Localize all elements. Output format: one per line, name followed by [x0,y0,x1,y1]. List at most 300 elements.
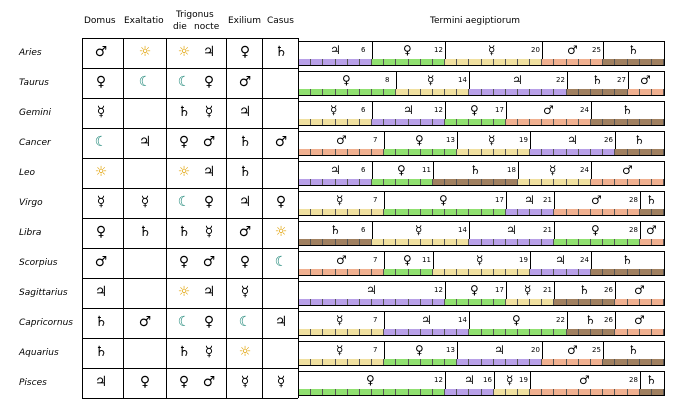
term-planet: ♄ [579,283,590,297]
degree-cell [615,89,628,95]
degree-cell [469,59,482,65]
degree-cell [457,299,469,305]
degree-cell [518,59,530,65]
degree-cell [579,329,591,335]
planet-exaltatio: ♃ [138,134,152,150]
degree-cell [542,359,554,365]
degree-cell [579,269,591,275]
planet-tri_nocte: ♂ [202,134,216,150]
degree-cell [311,179,323,185]
degree-cell [348,359,360,365]
degree-cell [518,89,530,95]
degree-cell [591,389,603,395]
term-end-degree: 28 [629,226,638,234]
planet-exilium: ♀ [239,44,251,60]
term-bar [372,179,433,185]
degree-cell [567,89,579,95]
degree-cell [494,119,506,125]
degree-cell [299,299,311,305]
grid-line [82,158,298,159]
term-bar [518,179,591,185]
degree-cell [396,209,409,215]
term-end-degree: 6 [361,46,366,54]
degree-cell [652,209,664,215]
degree-cell [603,389,615,395]
degree-cell [603,209,615,215]
degree-cell [299,179,311,185]
grid-line [82,248,298,249]
degree-cell [360,389,372,395]
degree-cell [299,389,311,395]
degree-cell [652,89,664,95]
degree-cell [603,59,615,65]
degree-cell [445,179,457,185]
degree-cell [409,359,421,365]
term-end-degree: 11 [422,166,431,174]
term-bar [530,269,591,275]
degree-cell [518,329,530,335]
degree-cell [360,299,372,305]
sign-name: Leo [19,168,36,178]
term-bar [640,389,664,395]
term-bar [457,359,542,365]
planet-domus: ♀ [95,224,107,240]
degree-cell [469,359,482,365]
degree-cell [554,59,567,65]
degree-cell [518,359,530,365]
degree-cell [421,359,433,365]
term-bar [591,179,664,185]
degree-cell [421,209,433,215]
degree-cell [409,299,421,305]
term-end-degree: 6 [361,226,366,234]
term-bar [530,149,615,155]
degree-cell [469,389,482,395]
planet-tri_nocte: ♃ [202,284,216,300]
degree-cell [384,239,396,245]
degree-cell [603,299,615,305]
degree-cell [372,149,384,155]
sign-name: Capricornus [19,318,73,328]
degree-cell [421,389,433,395]
term-bar [445,59,542,65]
term-bar [615,299,664,305]
degree-cell [384,359,396,365]
degree-cell [494,89,506,95]
degree-cell [615,299,628,305]
degree-cell [554,239,567,245]
planet-tri_die: ♀ [178,254,190,270]
degree-cell [336,149,348,155]
degree-cell [591,359,603,365]
degree-cell [421,59,433,65]
degree-cell [591,149,603,155]
degree-cell [530,359,542,365]
term-planet: ♀ [342,73,351,87]
term-bar [384,209,506,215]
degree-cell [591,299,603,305]
degree-cell [518,299,530,305]
termini-row [298,131,665,156]
degree-cell [482,179,494,185]
degree-cell [348,299,360,305]
degree-cell [421,269,433,275]
degree-cell [409,239,421,245]
degree-cell [567,359,579,365]
degree-cell [518,209,530,215]
term-bar [506,209,554,215]
degree-cell [494,239,506,245]
degree-cell [433,179,445,185]
degree-cell [396,149,409,155]
grid-line [82,38,298,39]
term-planet: ☿ [476,253,484,267]
degree-cell [591,269,603,275]
degree-cell [396,299,409,305]
degree-cell [542,329,554,335]
termini-row [298,281,665,306]
degree-cell [445,359,457,365]
term-planet: ♄ [585,313,596,327]
degree-cell [433,59,445,65]
term-end-degree: 26 [604,316,613,324]
degree-cell [348,179,360,185]
term-planet: ☿ [506,373,514,387]
degree-cell [640,359,652,365]
term-end-degree: 18 [507,166,516,174]
grid-line [82,98,298,99]
term-bar [384,269,433,275]
degree-cell [579,59,591,65]
degree-cell [494,179,506,185]
termini-row [298,221,665,246]
degree-cell [396,239,409,245]
degree-cell [384,269,396,275]
degree-cell [506,149,518,155]
planet-exilium: ♀ [239,254,251,270]
degree-cell [579,239,591,245]
term-planet: ☿ [488,133,496,147]
term-planet: ♃ [512,73,523,87]
degree-cell [396,119,409,125]
degree-cell [457,119,469,125]
degree-cell [615,359,628,365]
term-planet: ♀ [366,373,375,387]
degree-cell [348,329,360,335]
degree-cell [652,329,664,335]
term-planet: ♃ [494,343,505,357]
degree-cell [445,389,457,395]
degree-cell [421,149,433,155]
degree-cell [628,59,640,65]
degree-cell [579,179,591,185]
degree-cell [652,239,664,245]
degree-cell [628,389,640,395]
term-bar [457,149,530,155]
term-planet: ♃ [567,133,578,147]
degree-cell [567,149,579,155]
term-end-degree: 6 [361,106,366,114]
degree-cell [494,269,506,275]
degree-cell [518,269,530,275]
degree-cell [542,239,554,245]
term-bar [299,389,445,395]
degree-cell [384,299,396,305]
degree-cell [372,179,384,185]
term-planet: ♀ [439,193,448,207]
degree-cell [603,89,615,95]
degree-cell [567,119,579,125]
degree-cell [372,299,384,305]
degree-cell [615,269,628,275]
term-end-degree: 21 [543,196,552,204]
term-planet: ♄ [628,43,639,57]
planet-tri_die: ☾ [177,194,191,210]
degree-cell [457,89,469,95]
degree-cell [299,59,311,65]
degree-cell [494,149,506,155]
degree-cell [348,149,360,155]
term-end-degree: 16 [483,376,492,384]
degree-cell [299,149,311,155]
term-bar [615,149,664,155]
degree-cell [628,299,640,305]
term-end-degree: 12 [434,106,443,114]
degree-cell [506,59,518,65]
degree-cell [336,209,348,215]
degree-cell [311,89,323,95]
term-planet: ♂ [567,343,578,357]
term-bar [506,299,554,305]
term-planet: ♃ [524,193,535,207]
degree-cell [372,359,384,365]
termini-row [298,161,665,186]
degree-cell [409,89,421,95]
degree-cell [469,329,482,335]
term-planet: ♃ [330,163,341,177]
degree-cell [554,299,567,305]
degree-cell [323,179,336,185]
degree-cell [640,59,652,65]
degree-cell [348,389,360,395]
degree-cell [445,149,457,155]
degree-cell [579,209,591,215]
degree-cell [323,149,336,155]
degree-cell [506,329,518,335]
degree-cell [591,179,603,185]
degree-cell [457,359,469,365]
degree-cell [579,389,591,395]
term-planet: ☿ [488,43,496,57]
degree-cell [615,389,628,395]
degree-cell [445,299,457,305]
degree-cell [348,269,360,275]
degree-cell [457,179,469,185]
degree-cell [372,389,384,395]
degree-cell [494,59,506,65]
degree-cell [433,329,445,335]
degree-cell [615,239,628,245]
degree-cell [554,389,567,395]
term-end-degree: 20 [531,346,540,354]
degree-cell [433,89,445,95]
degree-cell [469,89,482,95]
degree-cell [640,89,652,95]
term-bar [384,359,457,365]
degree-cell [396,329,409,335]
degree-cell [311,239,323,245]
degree-cell [554,149,567,155]
degree-cell [323,389,336,395]
degree-cell [457,329,469,335]
degree-cell [311,209,323,215]
term-bar [554,209,640,215]
degree-cell [323,299,336,305]
sign-name: Aries [19,48,42,58]
grid-line [82,278,298,279]
term-planet: ♄ [622,103,633,117]
degree-cell [433,269,445,275]
sign-name: Scorpius [19,258,58,268]
planet-tri_die: ☼ [177,284,191,300]
term-end-degree: 12 [434,376,443,384]
planet-exaltatio: ☾ [138,74,152,90]
term-planet: ♀ [591,223,600,237]
term-planet: ♄ [634,133,645,147]
degree-cell [530,389,542,395]
degree-cell [628,119,640,125]
degree-cell [554,119,567,125]
degree-cell [615,149,628,155]
term-bar [299,299,445,305]
planet-domus: ♀ [95,74,107,90]
degree-cell [652,389,664,395]
planet-tri_nocte: ☿ [204,104,214,120]
planet-exaltatio: ☿ [140,194,150,210]
degree-cell [299,359,311,365]
degree-cell [628,89,640,95]
term-planet: ♄ [592,73,603,87]
degree-cell [591,119,603,125]
degree-cell [372,239,384,245]
degree-cell [384,389,396,395]
sign-name: Libra [19,228,42,238]
term-bar [469,239,554,245]
degree-cell [506,299,518,305]
degree-cell [579,119,591,125]
term-end-degree: 12 [434,286,443,294]
degree-cell [445,119,457,125]
term-end-degree: 12 [434,46,443,54]
term-bar [384,329,469,335]
degree-cell [603,269,615,275]
degree-cell [506,359,518,365]
degree-cell [542,269,554,275]
degree-cell [567,329,579,335]
planet-casus: ☿ [276,374,286,390]
degree-cell [396,89,409,95]
planet-tri_nocte: ☿ [204,224,214,240]
degree-cell [542,89,554,95]
degree-cell [396,59,409,65]
degree-cell [311,59,323,65]
planet-domus: ♄ [94,344,108,360]
degree-cell [360,269,372,275]
term-end-degree: 22 [556,316,565,324]
degree-cell [360,59,372,65]
degree-cell [372,59,384,65]
degree-cell [433,119,445,125]
planet-exilium: ☼ [238,344,252,360]
term-planet: ♄ [628,343,639,357]
grid-line [82,218,298,219]
degree-cell [336,329,348,335]
degree-cell [518,239,530,245]
term-bar [554,239,640,245]
grid-line [82,128,298,129]
term-planet: ♀ [470,283,479,297]
degree-cell [482,209,494,215]
planet-casus: ☼ [274,224,288,240]
degree-cell [542,59,554,65]
degree-cell [372,329,384,335]
degree-cell [628,359,640,365]
planet-domus: ☿ [96,104,106,120]
termini-row [298,191,665,216]
term-planet: ☿ [427,73,435,87]
degree-cell [640,239,652,245]
term-bar [567,89,628,95]
term-end-degree: 11 [422,256,431,264]
planet-tri_die: ♄ [177,104,191,120]
term-end-degree: 19 [519,136,528,144]
degree-cell [384,209,396,215]
degree-cell [652,179,664,185]
planet-exaltatio: ♀ [139,374,151,390]
degree-cell [482,389,494,395]
degree-cell [457,239,469,245]
term-bar [591,269,664,275]
degree-cell [421,179,433,185]
degree-cell [615,209,628,215]
termini-row [298,251,665,276]
header-exilium: Exilium [228,16,261,26]
term-planet: ♃ [330,43,341,57]
degree-cell [567,239,579,245]
term-planet: ♀ [512,313,521,327]
term-bar [640,239,664,245]
degree-cell [469,209,482,215]
header-exaltatio: Exaltatio [124,16,164,26]
degree-cell [640,269,652,275]
degree-cell [457,389,469,395]
degree-cell [457,149,469,155]
degree-cell [530,149,542,155]
term-end-degree: 7 [373,136,378,144]
degree-cell [603,329,615,335]
degree-cell [469,119,482,125]
degree-cell [652,59,664,65]
degree-cell [384,119,396,125]
degree-cell [628,179,640,185]
term-bar [554,299,615,305]
sign-name: Gemini [19,108,51,118]
term-end-degree: 7 [373,316,378,324]
term-bar [603,359,664,365]
term-bar [299,359,384,365]
degree-cell [445,89,457,95]
planet-domus: ♃ [94,284,108,300]
